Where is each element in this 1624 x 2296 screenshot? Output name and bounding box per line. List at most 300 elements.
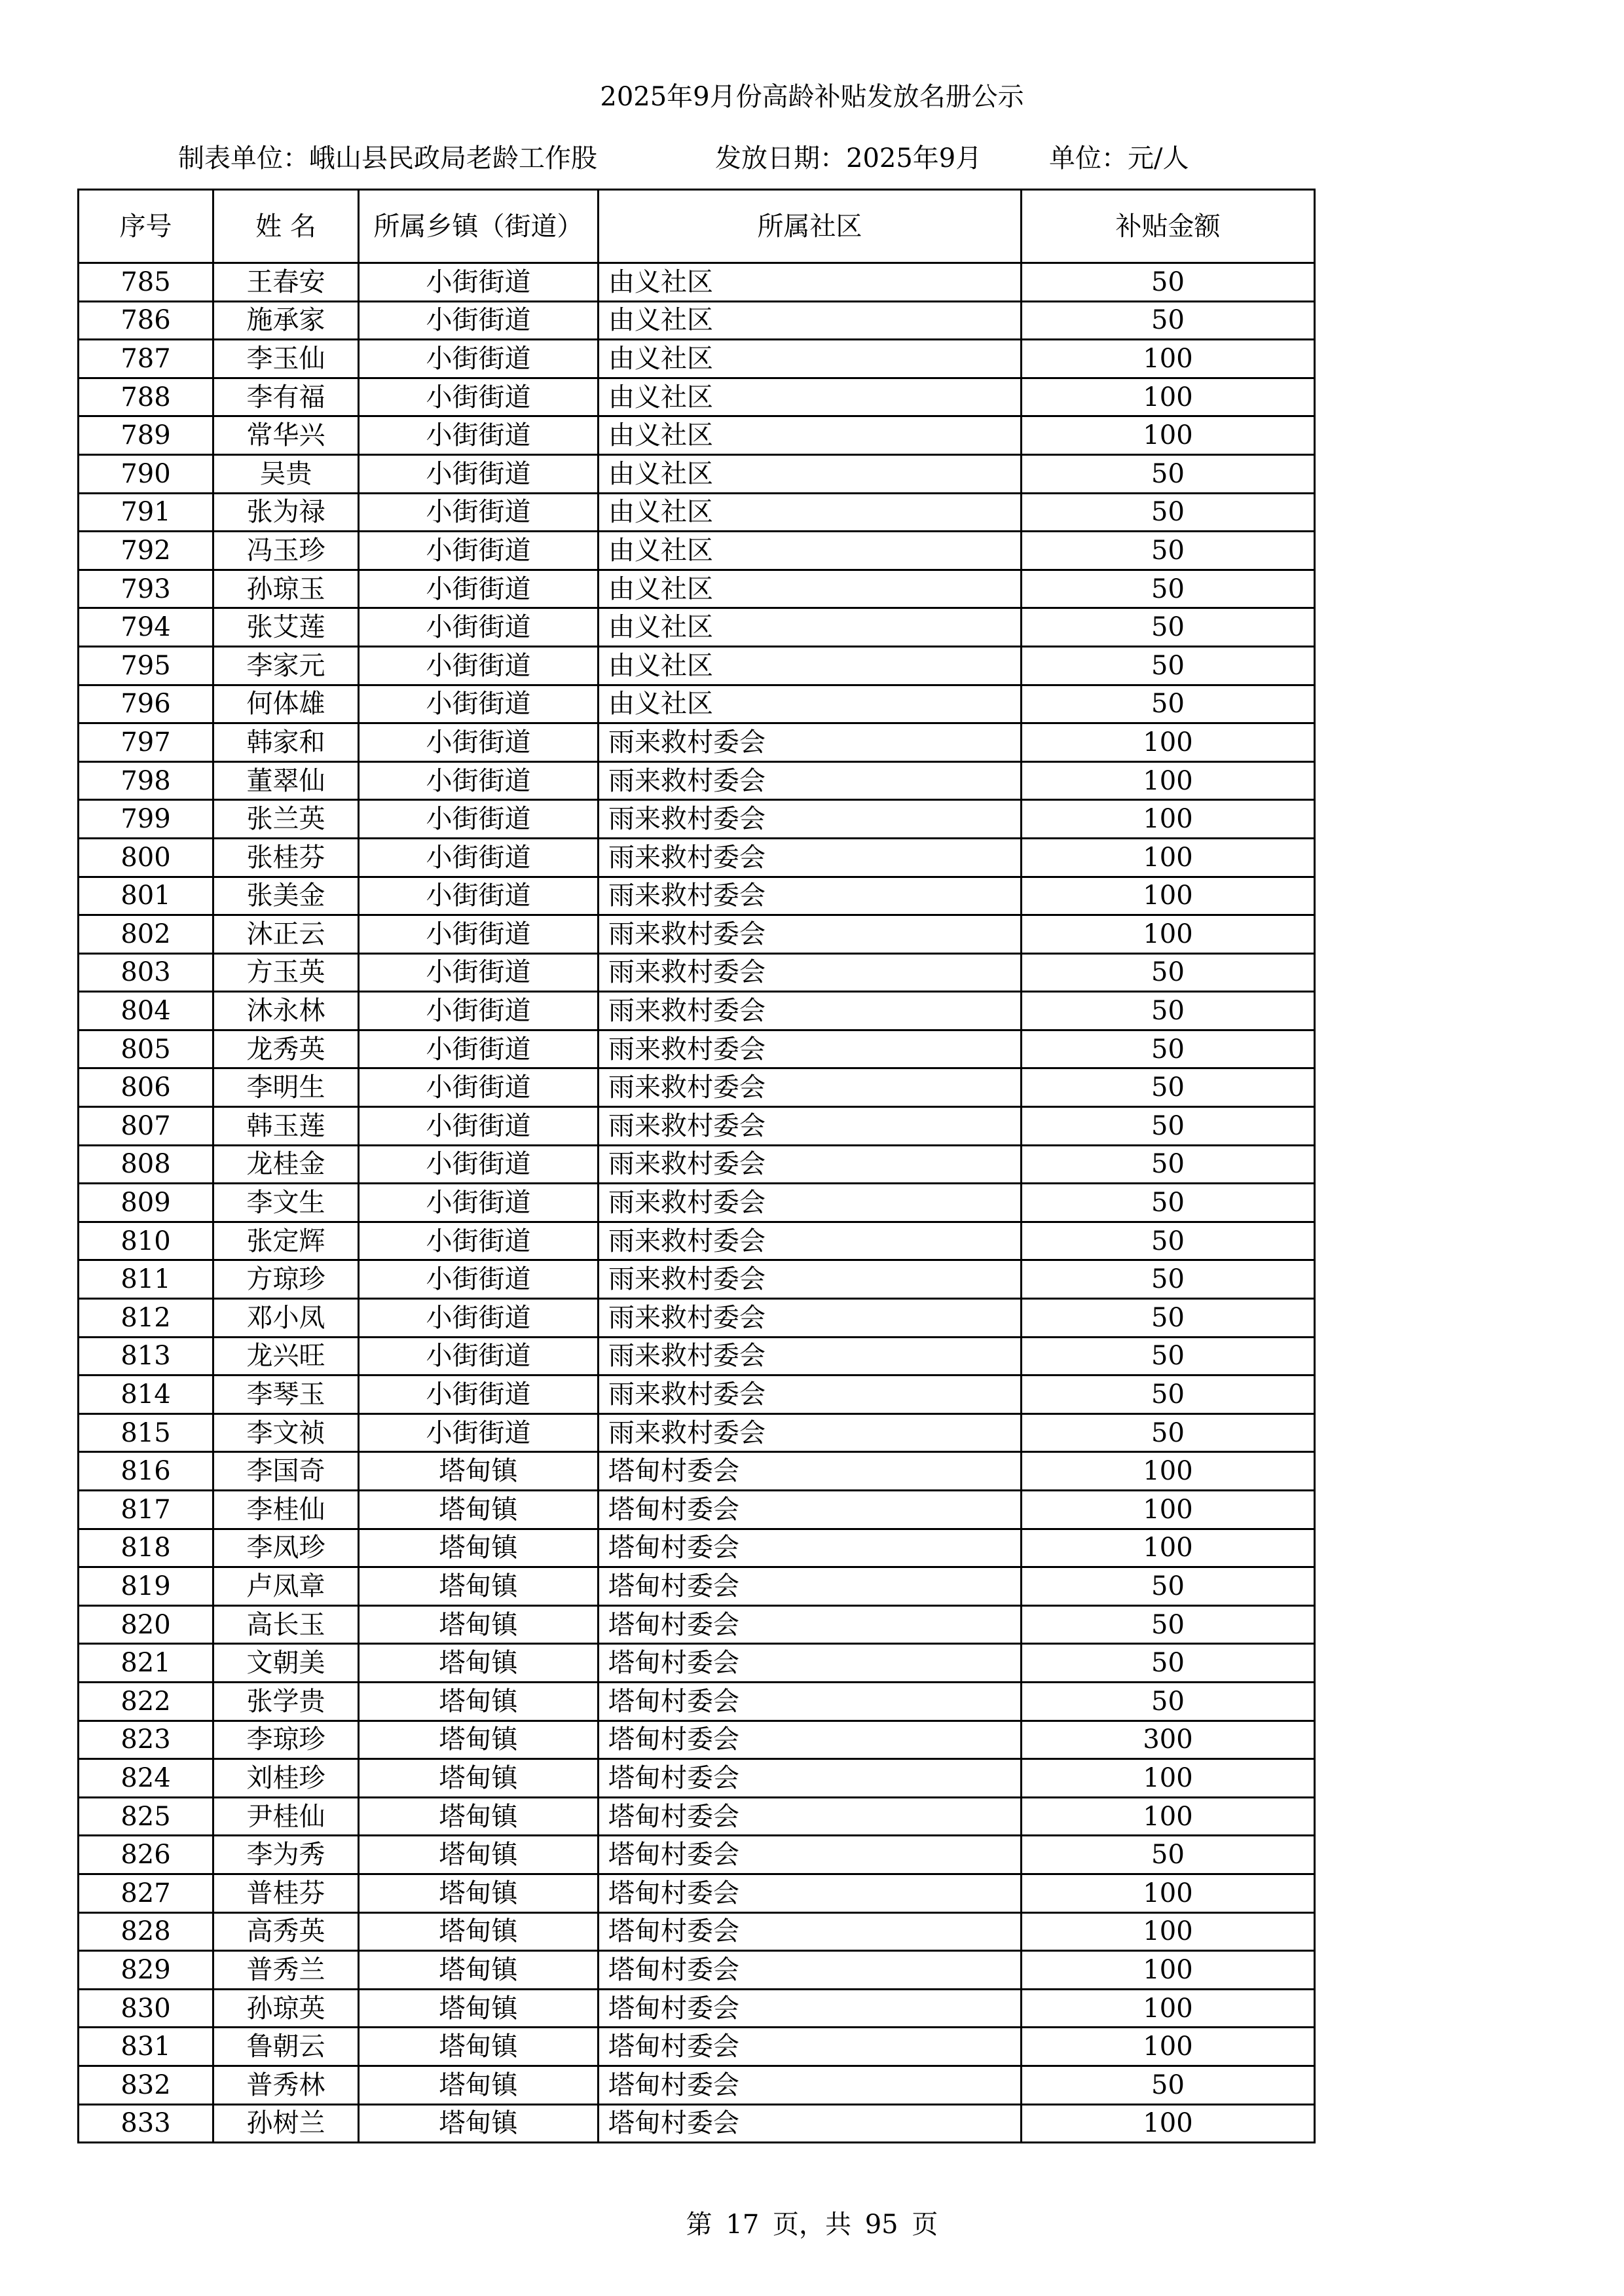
cell-amount: 50	[1022, 1567, 1315, 1606]
cell-township: 小街街道	[359, 570, 599, 608]
table-row	[79, 1107, 1315, 1146]
cell-amount: 50	[1022, 1184, 1315, 1222]
table-row	[79, 2104, 1315, 2143]
cell-name: 李为秀	[213, 1836, 359, 1874]
cell-township: 小街街道	[359, 761, 599, 800]
table-row	[79, 1184, 1315, 1222]
cell-amount: 50	[1022, 1222, 1315, 1260]
cell-community: 雨来救村委会	[599, 915, 1022, 954]
cell-township: 塔甸镇	[359, 1567, 599, 1606]
cell-serial: 788	[79, 378, 213, 416]
cell-name: 李国奇	[213, 1452, 359, 1491]
cell-community: 雨来救村委会	[599, 723, 1022, 762]
cell-township: 小街街道	[359, 1337, 599, 1376]
table-row	[79, 877, 1315, 915]
cell-amount: 50	[1022, 1107, 1315, 1146]
cell-township: 塔甸镇	[359, 2028, 599, 2066]
cell-amount: 50	[1022, 263, 1315, 302]
cell-community: 由义社区	[599, 493, 1022, 532]
cell-township: 小街街道	[359, 608, 599, 647]
cell-amount: 100	[1022, 1874, 1315, 1912]
cell-township: 小街街道	[359, 915, 599, 954]
cell-name: 常华兴	[213, 416, 359, 455]
cell-amount: 50	[1022, 1682, 1315, 1721]
cell-name: 鲁朝云	[213, 2028, 359, 2066]
cell-township: 塔甸镇	[359, 1797, 599, 1836]
currency-unit: 单位：元/人	[1049, 143, 1189, 173]
cell-serial: 793	[79, 570, 213, 608]
cell-township: 塔甸镇	[359, 1605, 599, 1644]
cell-name: 普秀兰	[213, 1951, 359, 1990]
cell-township: 小街街道	[359, 1030, 599, 1068]
table-row	[79, 493, 1315, 532]
cell-name: 李家元	[213, 646, 359, 685]
cell-serial: 802	[79, 915, 213, 954]
cell-community: 雨来救村委会	[599, 761, 1022, 800]
cell-community: 由义社区	[599, 646, 1022, 685]
cell-amount: 100	[1022, 340, 1315, 378]
cell-serial: 789	[79, 416, 213, 455]
cell-name: 施承家	[213, 301, 359, 340]
cell-name: 沐正云	[213, 915, 359, 954]
cell-serial: 801	[79, 877, 213, 915]
cell-name: 王春安	[213, 263, 359, 302]
table-row	[79, 570, 1315, 608]
cell-township: 小街街道	[359, 1145, 599, 1184]
cell-amount: 50	[1022, 532, 1315, 570]
table-row	[79, 1605, 1315, 1644]
cell-township: 小街街道	[359, 1299, 599, 1338]
cell-amount: 50	[1022, 301, 1315, 340]
cell-community: 塔甸村委会	[599, 1951, 1022, 1990]
cell-serial: 805	[79, 1030, 213, 1068]
cell-community: 塔甸村委会	[599, 1836, 1022, 1874]
table-row	[79, 532, 1315, 570]
cell-township: 小街街道	[359, 416, 599, 455]
cell-serial: 813	[79, 1337, 213, 1376]
table-row	[79, 1413, 1315, 1452]
cell-community: 雨来救村委会	[599, 1184, 1022, 1222]
cell-serial: 811	[79, 1260, 213, 1299]
cell-name: 方玉英	[213, 953, 359, 992]
cell-serial: 819	[79, 1567, 213, 1606]
page-number: 第 17 页，共 95 页	[686, 2210, 938, 2240]
cell-name: 李桂仙	[213, 1491, 359, 1529]
table-row	[79, 301, 1315, 340]
cell-township: 小街街道	[359, 1068, 599, 1107]
cell-township: 小街街道	[359, 685, 599, 723]
cell-township: 小街街道	[359, 1260, 599, 1299]
cell-amount: 50	[1022, 1030, 1315, 1068]
cell-serial: 814	[79, 1376, 213, 1414]
prepared-by-unit: 制表单位：峨山县民政局老龄工作股	[178, 143, 597, 173]
cell-community: 由义社区	[599, 685, 1022, 723]
cell-serial: 790	[79, 454, 213, 493]
cell-amount: 50	[1022, 454, 1315, 493]
cell-serial: 818	[79, 1529, 213, 1567]
cell-township: 塔甸镇	[359, 2104, 599, 2143]
cell-amount: 50	[1022, 493, 1315, 532]
table-row	[79, 1299, 1315, 1338]
cell-community: 由义社区	[599, 340, 1022, 378]
cell-amount: 100	[1022, 723, 1315, 762]
cell-serial: 821	[79, 1644, 213, 1683]
cell-serial: 820	[79, 1605, 213, 1644]
cell-name: 高秀英	[213, 1912, 359, 1951]
table-row	[79, 1836, 1315, 1874]
cell-serial: 822	[79, 1682, 213, 1721]
cell-name: 张桂芬	[213, 838, 359, 877]
cell-community: 雨来救村委会	[599, 877, 1022, 915]
cell-community: 雨来救村委会	[599, 992, 1022, 1030]
table-row	[79, 1797, 1315, 1836]
cell-serial: 827	[79, 1874, 213, 1912]
cell-community: 塔甸村委会	[599, 1491, 1022, 1529]
table-row	[79, 2028, 1315, 2066]
table-row	[79, 1759, 1315, 1798]
cell-township: 小街街道	[359, 1413, 599, 1452]
cell-amount: 100	[1022, 1951, 1315, 1990]
cell-community: 塔甸村委会	[599, 1759, 1022, 1798]
table-row	[79, 1145, 1315, 1184]
cell-name: 张美金	[213, 877, 359, 915]
cell-serial: 828	[79, 1912, 213, 1951]
cell-amount: 100	[1022, 1529, 1315, 1567]
cell-community: 塔甸村委会	[599, 2066, 1022, 2104]
cell-serial: 806	[79, 1068, 213, 1107]
table-row	[79, 953, 1315, 992]
table-row	[79, 1951, 1315, 1990]
table-row	[79, 1260, 1315, 1299]
cell-serial: 823	[79, 1721, 213, 1759]
cell-township: 小街街道	[359, 723, 599, 762]
cell-township: 塔甸镇	[359, 1721, 599, 1759]
table-row	[79, 723, 1315, 762]
cell-community: 雨来救村委会	[599, 1376, 1022, 1414]
cell-name: 董翠仙	[213, 761, 359, 800]
table-row	[79, 685, 1315, 723]
cell-township: 小街街道	[359, 301, 599, 340]
table-row	[79, 1491, 1315, 1529]
cell-amount: 50	[1022, 1605, 1315, 1644]
cell-name: 普桂芬	[213, 1874, 359, 1912]
cell-community: 塔甸村委会	[599, 1529, 1022, 1567]
cell-township: 小街街道	[359, 454, 599, 493]
cell-amount: 50	[1022, 646, 1315, 685]
cell-amount: 100	[1022, 416, 1315, 455]
cell-amount: 50	[1022, 1299, 1315, 1338]
cell-township: 小街街道	[359, 838, 599, 877]
cell-township: 小街街道	[359, 877, 599, 915]
cell-serial: 817	[79, 1491, 213, 1529]
cell-serial: 798	[79, 761, 213, 800]
cell-township: 小街街道	[359, 1107, 599, 1146]
cell-community: 雨来救村委会	[599, 1030, 1022, 1068]
cell-amount: 50	[1022, 992, 1315, 1030]
cell-community: 由义社区	[599, 608, 1022, 647]
cell-community: 雨来救村委会	[599, 1107, 1022, 1146]
cell-amount: 100	[1022, 2104, 1315, 2143]
cell-serial: 824	[79, 1759, 213, 1798]
cell-township: 小街街道	[359, 800, 599, 839]
cell-serial: 812	[79, 1299, 213, 1338]
cell-serial: 825	[79, 1797, 213, 1836]
cell-name: 龙秀英	[213, 1030, 359, 1068]
cell-amount: 50	[1022, 1145, 1315, 1184]
cell-community: 塔甸村委会	[599, 1989, 1022, 2028]
cell-serial: 809	[79, 1184, 213, 1222]
table-row	[79, 915, 1315, 954]
cell-township: 小街街道	[359, 493, 599, 532]
cell-community: 由义社区	[599, 532, 1022, 570]
cell-serial: 785	[79, 263, 213, 302]
cell-serial: 804	[79, 992, 213, 1030]
cell-serial: 832	[79, 2066, 213, 2104]
cell-name: 张兰英	[213, 800, 359, 839]
table-row	[79, 1376, 1315, 1414]
table-row	[79, 1874, 1315, 1912]
cell-name: 张学贵	[213, 1682, 359, 1721]
page-title: 2025年9月份高龄补贴发放名册公示	[600, 82, 1024, 112]
table-row	[79, 1337, 1315, 1376]
cell-name: 方琼珍	[213, 1260, 359, 1299]
cell-community: 塔甸村委会	[599, 1721, 1022, 1759]
table-row	[79, 2066, 1315, 2104]
table-row	[79, 761, 1315, 800]
cell-name: 孙琼英	[213, 1989, 359, 2028]
cell-amount: 50	[1022, 2066, 1315, 2104]
cell-name: 张为禄	[213, 493, 359, 532]
cell-community: 雨来救村委会	[599, 800, 1022, 839]
cell-community: 雨来救村委会	[599, 1145, 1022, 1184]
cell-name: 刘桂珍	[213, 1759, 359, 1798]
cell-township: 小街街道	[359, 1376, 599, 1414]
table-row	[79, 646, 1315, 685]
cell-serial: 799	[79, 800, 213, 839]
cell-amount: 50	[1022, 1376, 1315, 1414]
cell-township: 塔甸镇	[359, 1989, 599, 2028]
cell-name: 李玉仙	[213, 340, 359, 378]
cell-township: 塔甸镇	[359, 1759, 599, 1798]
cell-community: 雨来救村委会	[599, 1068, 1022, 1107]
cell-serial: 816	[79, 1452, 213, 1491]
cell-community: 由义社区	[599, 263, 1022, 302]
cell-community: 雨来救村委会	[599, 1337, 1022, 1376]
cell-serial: 796	[79, 685, 213, 723]
cell-community: 雨来救村委会	[599, 1222, 1022, 1260]
cell-township: 塔甸镇	[359, 1912, 599, 1951]
column-header-amount: 补贴金额	[1022, 190, 1315, 263]
cell-community: 塔甸村委会	[599, 1874, 1022, 1912]
cell-name: 李琴玉	[213, 1376, 359, 1414]
cell-serial: 831	[79, 2028, 213, 2066]
cell-amount: 100	[1022, 378, 1315, 416]
cell-community: 塔甸村委会	[599, 1452, 1022, 1491]
table-row	[79, 992, 1315, 1030]
cell-amount: 50	[1022, 685, 1315, 723]
cell-township: 小街街道	[359, 992, 599, 1030]
cell-serial: 787	[79, 340, 213, 378]
table-row	[79, 340, 1315, 378]
table-body	[79, 263, 1315, 2143]
cell-name: 韩玉莲	[213, 1107, 359, 1146]
cell-amount: 100	[1022, 1989, 1315, 2028]
table-row	[79, 1567, 1315, 1606]
cell-name: 韩家和	[213, 723, 359, 762]
cell-amount: 100	[1022, 1491, 1315, 1529]
cell-name: 普秀林	[213, 2066, 359, 2104]
cell-community: 雨来救村委会	[599, 1260, 1022, 1299]
cell-name: 吴贵	[213, 454, 359, 493]
cell-serial: 803	[79, 953, 213, 992]
cell-community: 塔甸村委会	[599, 1605, 1022, 1644]
cell-name: 孙树兰	[213, 2104, 359, 2143]
column-header-name: 姓 名	[213, 190, 359, 263]
cell-amount: 100	[1022, 838, 1315, 877]
table-row	[79, 1452, 1315, 1491]
cell-amount: 100	[1022, 800, 1315, 839]
cell-amount: 50	[1022, 570, 1315, 608]
cell-community: 由义社区	[599, 570, 1022, 608]
cell-serial: 795	[79, 646, 213, 685]
cell-serial: 815	[79, 1413, 213, 1452]
table-row	[79, 454, 1315, 493]
cell-amount: 50	[1022, 1836, 1315, 1874]
cell-amount: 100	[1022, 1759, 1315, 1798]
cell-township: 塔甸镇	[359, 1951, 599, 1990]
cell-name: 孙琼玉	[213, 570, 359, 608]
cell-township: 小街街道	[359, 340, 599, 378]
cell-amount: 100	[1022, 915, 1315, 954]
cell-serial: 808	[79, 1145, 213, 1184]
cell-name: 龙兴旺	[213, 1337, 359, 1376]
cell-serial: 786	[79, 301, 213, 340]
cell-name: 冯玉珍	[213, 532, 359, 570]
cell-township: 塔甸镇	[359, 1491, 599, 1529]
cell-amount: 50	[1022, 1337, 1315, 1376]
cell-community: 塔甸村委会	[599, 2104, 1022, 2143]
cell-township: 小街街道	[359, 532, 599, 570]
cell-amount: 50	[1022, 1644, 1315, 1683]
cell-name: 沐永林	[213, 992, 359, 1030]
cell-community: 塔甸村委会	[599, 1797, 1022, 1836]
cell-community: 塔甸村委会	[599, 2028, 1022, 2066]
cell-community: 由义社区	[599, 454, 1022, 493]
cell-township: 小街街道	[359, 263, 599, 302]
cell-community: 雨来救村委会	[599, 953, 1022, 992]
table-row	[79, 838, 1315, 877]
cell-amount: 50	[1022, 1413, 1315, 1452]
table-row	[79, 378, 1315, 416]
cell-township: 塔甸镇	[359, 1682, 599, 1721]
cell-township: 塔甸镇	[359, 2066, 599, 2104]
cell-township: 塔甸镇	[359, 1529, 599, 1567]
table-row	[79, 263, 1315, 302]
cell-community: 塔甸村委会	[599, 1567, 1022, 1606]
table-row	[79, 1068, 1315, 1107]
cell-township: 小街街道	[359, 1222, 599, 1260]
cell-community: 塔甸村委会	[599, 1912, 1022, 1951]
column-header-community: 所属社区	[599, 190, 1022, 263]
cell-community: 雨来救村委会	[599, 1299, 1022, 1338]
cell-township: 小街街道	[359, 646, 599, 685]
cell-serial: 826	[79, 1836, 213, 1874]
cell-serial: 810	[79, 1222, 213, 1260]
column-header-serial: 序号	[79, 190, 213, 263]
cell-serial: 791	[79, 493, 213, 532]
cell-amount: 100	[1022, 761, 1315, 800]
cell-name: 李凤珍	[213, 1529, 359, 1567]
table-row	[79, 608, 1315, 647]
cell-serial: 807	[79, 1107, 213, 1146]
cell-serial: 800	[79, 838, 213, 877]
issue-date: 发放日期：2025年9月	[715, 143, 982, 173]
column-header-township: 所属乡镇（街道）	[359, 190, 599, 263]
table-row	[79, 416, 1315, 455]
cell-name: 张艾莲	[213, 608, 359, 647]
cell-amount: 50	[1022, 1068, 1315, 1107]
cell-amount: 100	[1022, 1912, 1315, 1951]
cell-serial: 792	[79, 532, 213, 570]
table-header-row	[79, 190, 1315, 263]
table-row	[79, 1989, 1315, 2028]
cell-serial: 833	[79, 2104, 213, 2143]
cell-community: 由义社区	[599, 301, 1022, 340]
cell-name: 张定辉	[213, 1222, 359, 1260]
cell-community: 雨来救村委会	[599, 838, 1022, 877]
cell-name: 高长玉	[213, 1605, 359, 1644]
cell-serial: 797	[79, 723, 213, 762]
cell-name: 尹桂仙	[213, 1797, 359, 1836]
cell-community: 塔甸村委会	[599, 1644, 1022, 1683]
table-row	[79, 1529, 1315, 1567]
cell-serial: 830	[79, 1989, 213, 2028]
cell-amount: 50	[1022, 608, 1315, 647]
cell-name: 卢凤章	[213, 1567, 359, 1606]
table-row	[79, 1721, 1315, 1759]
cell-name: 何体雄	[213, 685, 359, 723]
cell-township: 小街街道	[359, 378, 599, 416]
table-row	[79, 1030, 1315, 1068]
table-row	[79, 1912, 1315, 1951]
cell-amount: 100	[1022, 2028, 1315, 2066]
table-row	[79, 1682, 1315, 1721]
cell-township: 塔甸镇	[359, 1452, 599, 1491]
table-row	[79, 800, 1315, 839]
cell-serial: 829	[79, 1951, 213, 1990]
table-row	[79, 1644, 1315, 1683]
cell-name: 李文生	[213, 1184, 359, 1222]
cell-name: 邓小凤	[213, 1299, 359, 1338]
cell-name: 李有福	[213, 378, 359, 416]
cell-amount: 100	[1022, 1797, 1315, 1836]
cell-township: 小街街道	[359, 1184, 599, 1222]
cell-amount: 300	[1022, 1721, 1315, 1759]
cell-township: 塔甸镇	[359, 1836, 599, 1874]
cell-township: 小街街道	[359, 953, 599, 992]
cell-serial: 794	[79, 608, 213, 647]
cell-township: 塔甸镇	[359, 1874, 599, 1912]
cell-community: 由义社区	[599, 378, 1022, 416]
cell-name: 龙桂金	[213, 1145, 359, 1184]
cell-amount: 50	[1022, 1260, 1315, 1299]
cell-community: 雨来救村委会	[599, 1413, 1022, 1452]
cell-amount: 50	[1022, 953, 1315, 992]
cell-name: 文朝美	[213, 1644, 359, 1683]
cell-township: 塔甸镇	[359, 1644, 599, 1683]
cell-amount: 100	[1022, 877, 1315, 915]
cell-name: 李明生	[213, 1068, 359, 1107]
